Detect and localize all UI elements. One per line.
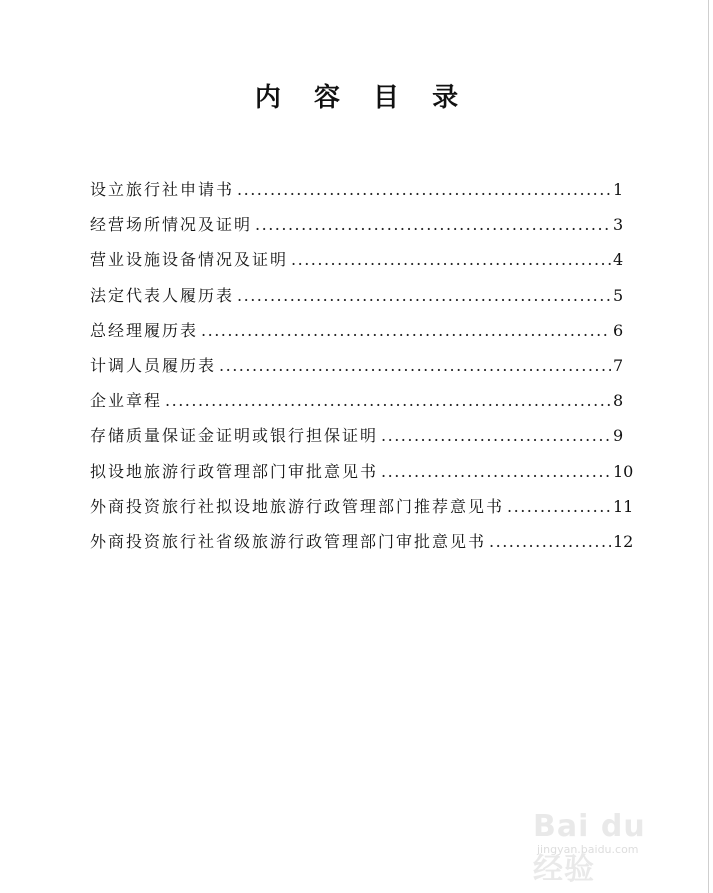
toc-leader-dots bbox=[507, 489, 611, 524]
toc-leader-dots bbox=[381, 454, 611, 489]
toc-leader-dots bbox=[219, 348, 611, 383]
toc-entry-label: 营业设施设备情况及证明 bbox=[90, 250, 289, 270]
toc-leader-dots bbox=[255, 207, 611, 242]
toc-entry-label: 企业章程 bbox=[90, 391, 163, 411]
toc-entry-page: 8 bbox=[613, 391, 624, 411]
toc-entry-label: 总经理履历表 bbox=[90, 320, 199, 340]
page-edge bbox=[708, 0, 709, 893]
toc-leader-dots bbox=[381, 418, 611, 453]
toc-entry-label: 外商投资旅行社省级旅游行政管理部门审批意见书 bbox=[90, 531, 487, 551]
toc-entry bbox=[90, 418, 624, 453]
page-title: 内 容 目 录 bbox=[254, 83, 471, 114]
toc-entry bbox=[90, 172, 624, 207]
watermark-url: jingyan.baidu.com bbox=[537, 843, 639, 856]
toc-entry-label: 经营场所情况及证明 bbox=[90, 215, 253, 235]
table-of-contents bbox=[90, 172, 634, 559]
toc-entry-label: 计调人员履历表 bbox=[90, 355, 217, 375]
toc-entry-page: 10 bbox=[613, 461, 634, 481]
toc-leader-dots bbox=[291, 242, 611, 277]
toc-entry-page: 11 bbox=[613, 496, 634, 516]
watermark-brand: Bai du 经验 bbox=[533, 809, 646, 887]
toc-leader-dots bbox=[237, 278, 611, 313]
toc-entry-label: 法定代表人履历表 bbox=[90, 285, 235, 305]
toc-entry bbox=[90, 207, 624, 242]
toc-entry bbox=[90, 454, 634, 489]
toc-entry-page: 9 bbox=[613, 426, 624, 446]
toc-entry-page: 3 bbox=[613, 215, 624, 235]
toc-entry bbox=[90, 489, 634, 524]
toc-leader-dots bbox=[489, 524, 611, 559]
toc-entry-page: 5 bbox=[613, 285, 624, 305]
toc-entry-page: 7 bbox=[613, 355, 624, 375]
toc-entry-label: 存储质量保证金证明或银行担保证明 bbox=[90, 426, 379, 446]
toc-leader-dots bbox=[237, 172, 611, 207]
toc-entry-label: 拟设地旅游行政管理部门审批意见书 bbox=[90, 461, 379, 481]
toc-leader-dots bbox=[201, 313, 611, 348]
toc-entry-page: 6 bbox=[613, 320, 624, 340]
toc-entry-page: 12 bbox=[613, 531, 634, 551]
toc-entry-page: 4 bbox=[613, 250, 624, 270]
toc-entry bbox=[90, 348, 624, 383]
toc-entry-label: 外商投资旅行社拟设地旅游行政管理部门推荐意见书 bbox=[90, 496, 505, 516]
toc-entry bbox=[90, 278, 624, 313]
toc-entry bbox=[90, 242, 624, 277]
toc-entry-label: 设立旅行社申请书 bbox=[90, 180, 235, 199]
baidu-jingyan-watermark bbox=[533, 809, 673, 887]
toc-entry bbox=[90, 383, 624, 418]
toc-leader-dots bbox=[165, 383, 611, 418]
toc-entry bbox=[90, 313, 624, 348]
toc-entry-page: 1 bbox=[613, 180, 624, 199]
toc-entry bbox=[90, 524, 634, 559]
